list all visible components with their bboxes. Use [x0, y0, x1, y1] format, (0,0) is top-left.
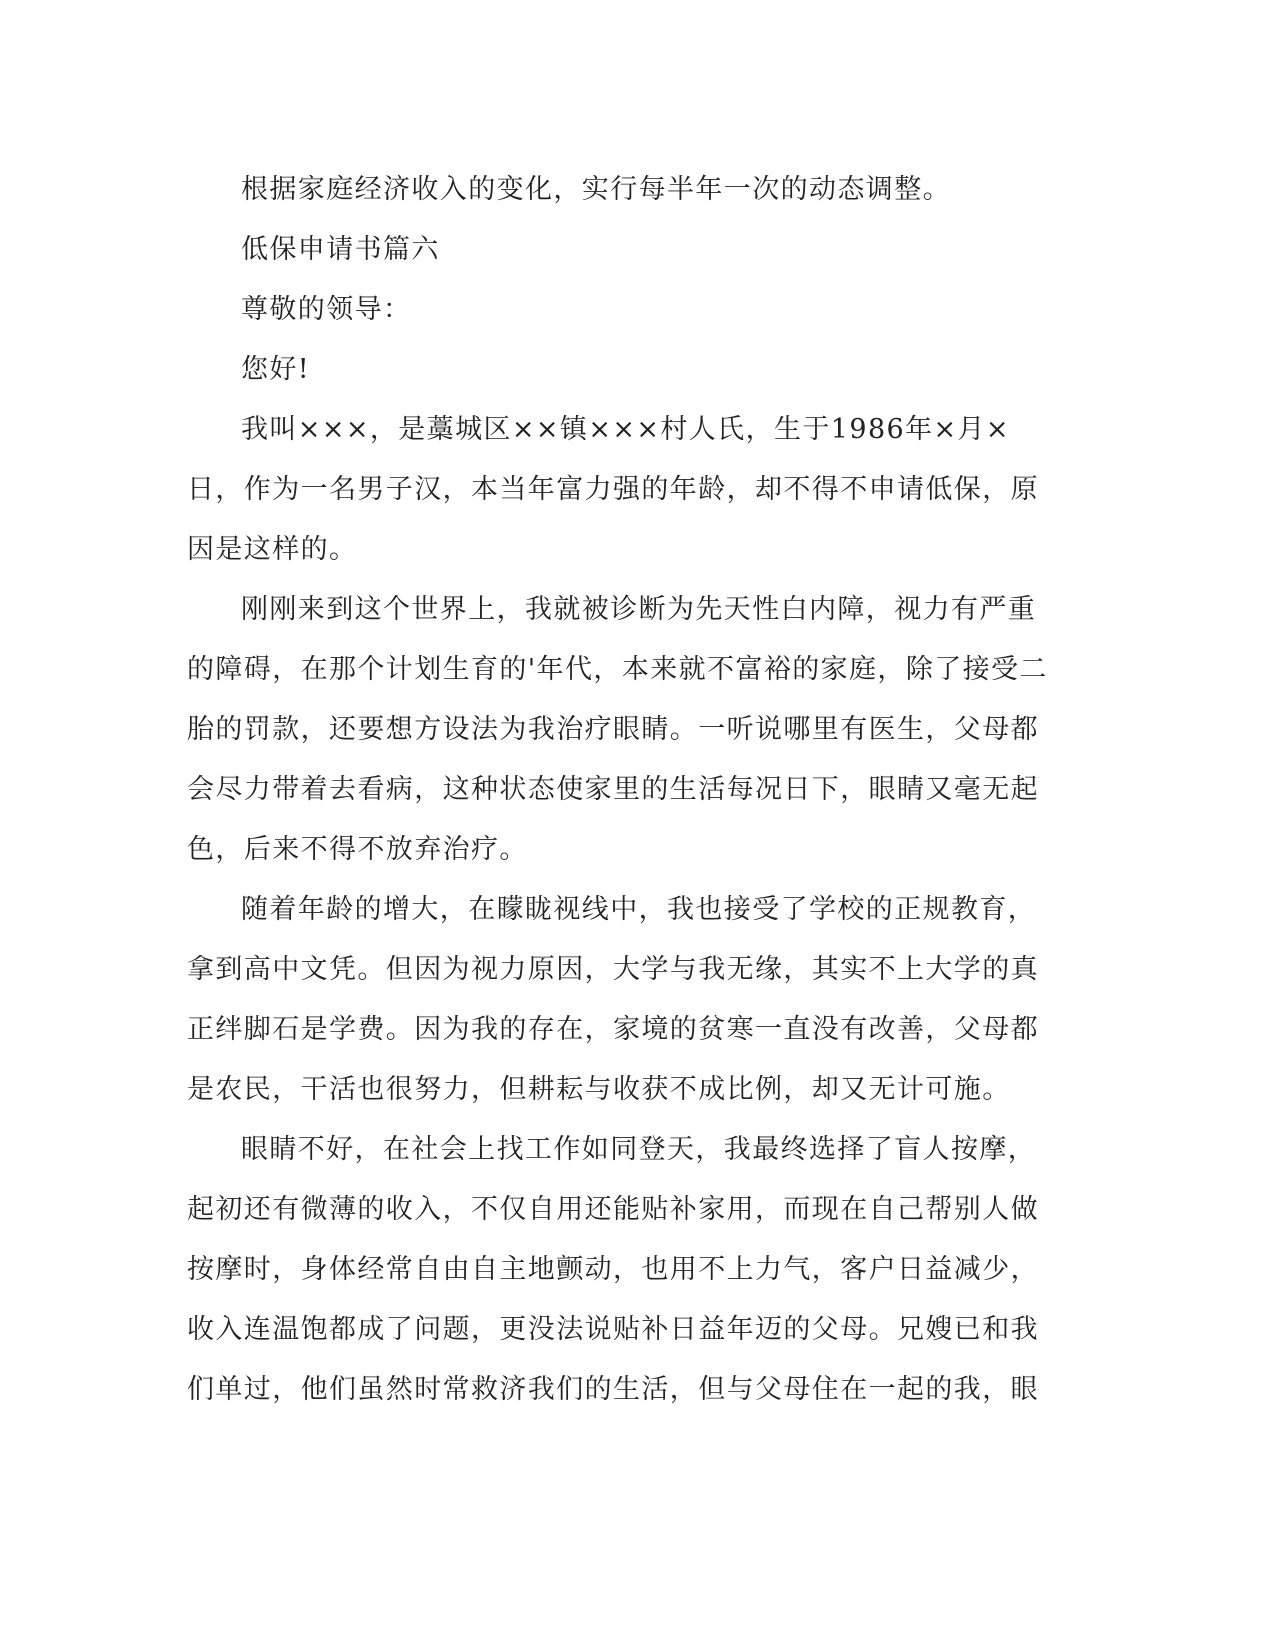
- greeting: 您好!: [241, 354, 311, 385]
- paragraph-illness: 刚刚来到这个世界上，我就被诊断为先天性白内障，视力有严重的障碍，在那个计划生育的'年代，本来就不富裕的家庭，除了接受二胎的罚款，还要想方设法为我治疗眼睛。一听说哪里有医生，父母都会尽力带着去看病，这种状态使家里的生活每况日下，眼睛又毫无起色，后来不得不放弃治疗。: [187, 594, 1048, 865]
- paragraph-adjustment: 根据家庭经济收入的变化，实行每半年一次的动态调整。: [241, 174, 951, 205]
- section-title: 低保申请书篇六: [241, 234, 440, 265]
- document-body: [187, 160, 1057, 1420]
- paragraph-introduction: 我叫×××，是藁城区××镇×××村人氏，生于1986年×月×日，作为一名男子汉，本当年富力强的年龄，却不得不申请低保，原因是这样的。: [187, 414, 1039, 565]
- paragraph-work: 眼睛不好，在社会上找工作如同登天，我最终选择了盲人按摩，起初还有微薄的收入，不仅自用还能贴补家用，而现在自己帮别人做按摩时，身体经常自由自主地颤动，也用不上力气，客户日益减少，收入连温饱都成了问题，更没法说贴补日益年迈的父母。兄嫂已和我们单过，他们虽然时常救济我们的生活，但与父母住在一起的我，眼: [187, 1134, 1039, 1405]
- paragraph-education: 随着年龄的增大，在矇眬视线中，我也接受了学校的正规教育，拿到高中文凭。但因为视力原因，大学与我无缘，其实不上大学的真正绊脚石是学费。因为我的存在，家境的贫寒一直没有改善，父母都是农民，干活也很努力，但耕耘与收获不成比例，却又无计可施。: [187, 894, 1039, 1105]
- salutation: 尊敬的领导：: [241, 294, 412, 325]
